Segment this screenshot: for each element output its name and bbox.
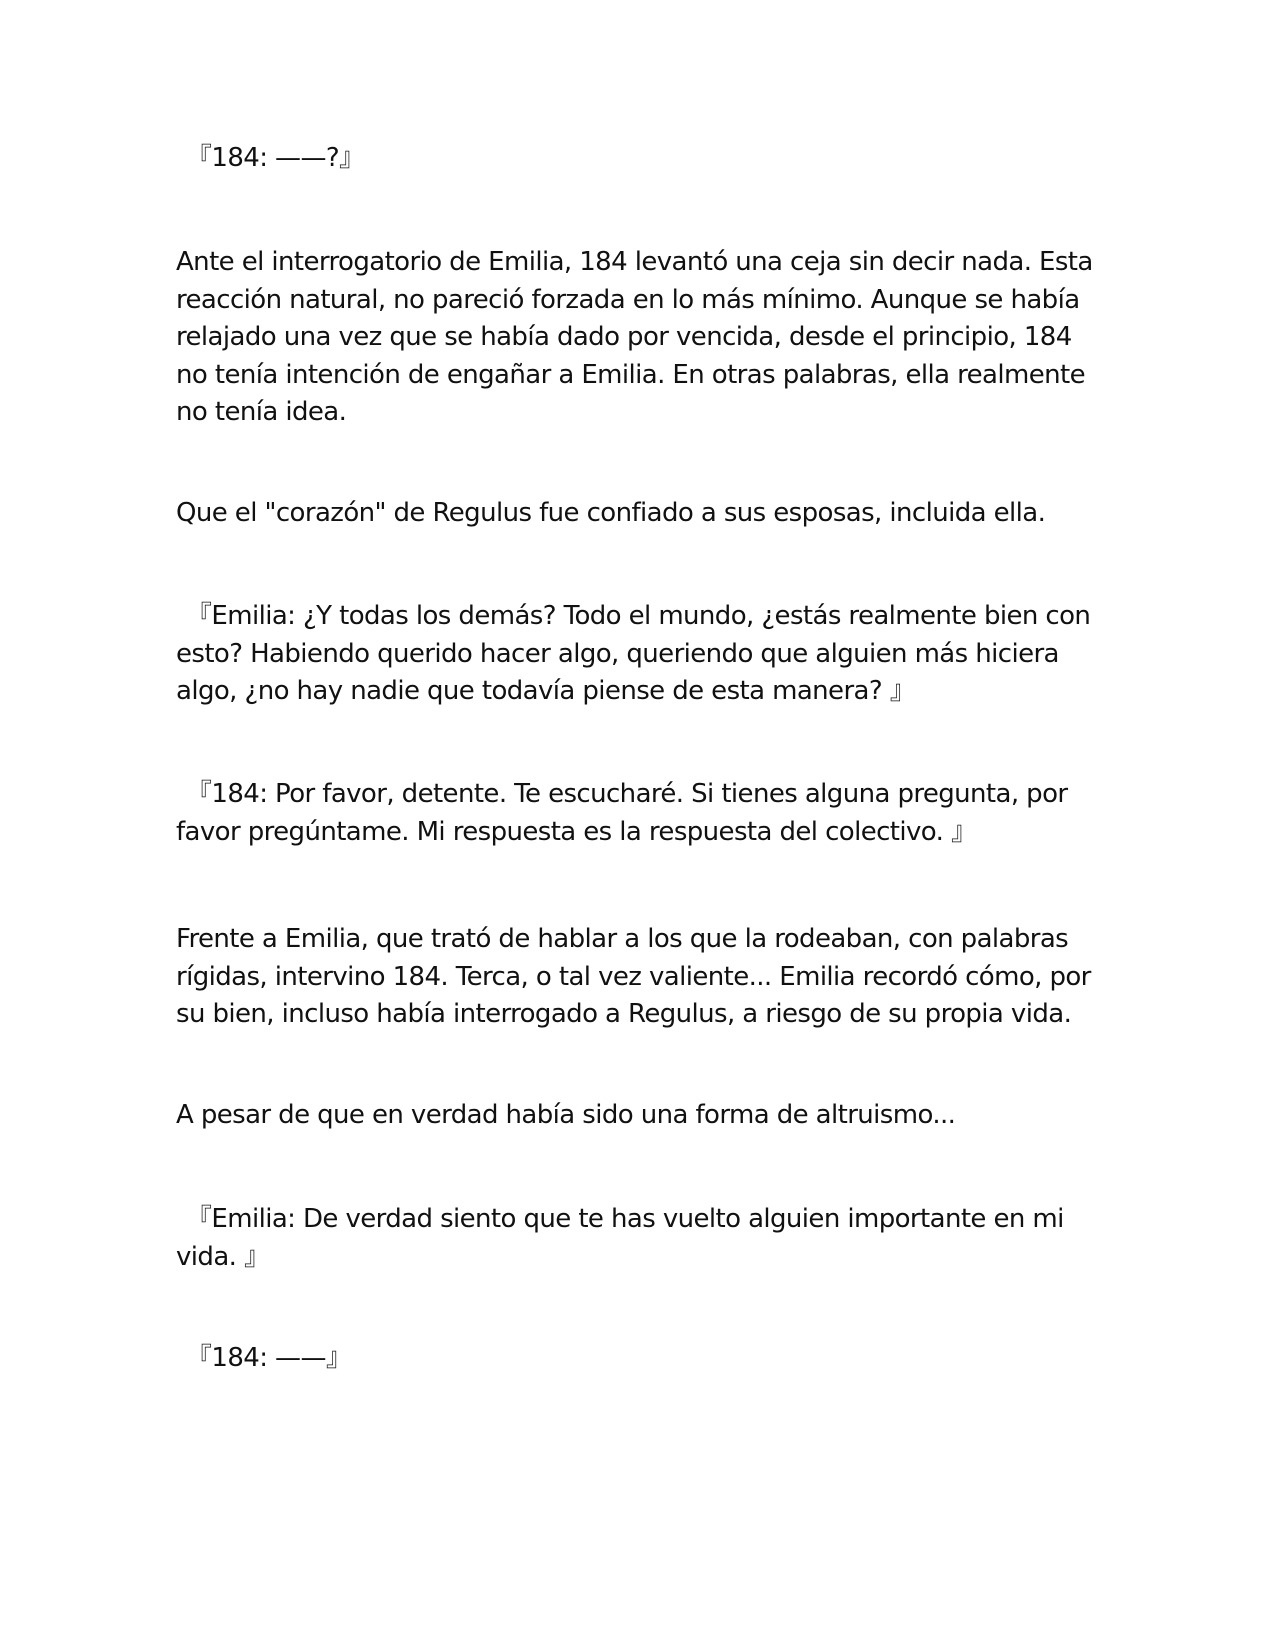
dialogue-line: 『Emilia: De verdad siento que te has vuelto alguien importante en mi vida. 』 <box>176 1204 1064 1272</box>
narration-paragraph: Frente a Emilia, que trató de hablar a los que la rodeaban, con palabras rígidas, intervino 184. Terca, o tal vez valiente... Emilia recordó cómo, por su bien, incluso había interrogado a Regulus, a riesgo de su propia vida. <box>176 924 1091 1029</box>
narration-paragraph: A pesar de que en verdad había sido una forma de altruismo... <box>176 1100 956 1130</box>
dialogue-line: 『184: ——』 <box>186 1343 352 1373</box>
narration-paragraph: Que el "corazón" de Regulus fue confiado a sus esposas, incluida ella. <box>176 498 1046 528</box>
narration-paragraph: Ante el interrogatorio de Emilia, 184 levantó una ceja sin decir nada. Esta reacción natural, no pareció forzada en lo más mínimo. Aunque se había relajado una vez que se había dado por vencida, desde el principio, 184 no tenía intención de engañar a Emilia. En otras palabras, ella realmente no tenía idea. <box>176 247 1093 427</box>
dialogue-line: 『184: Por favor, detente. Te escucharé. Si tienes alguna pregunta, por favor pregúntame. Mi respuesta es la respuesta del colectivo. 』 <box>176 779 1068 847</box>
dialogue-line: 『Emilia: ¿Y todas los demás? Todo el mundo, ¿estás realmente bien con esto? Habiendo querido hacer algo, queriendo que alguien más hiciera algo, ¿no hay nadie que todavía piense de esta manera? 』 <box>176 601 1091 706</box>
dialogue-line: 『184: ——?』 <box>186 143 365 173</box>
